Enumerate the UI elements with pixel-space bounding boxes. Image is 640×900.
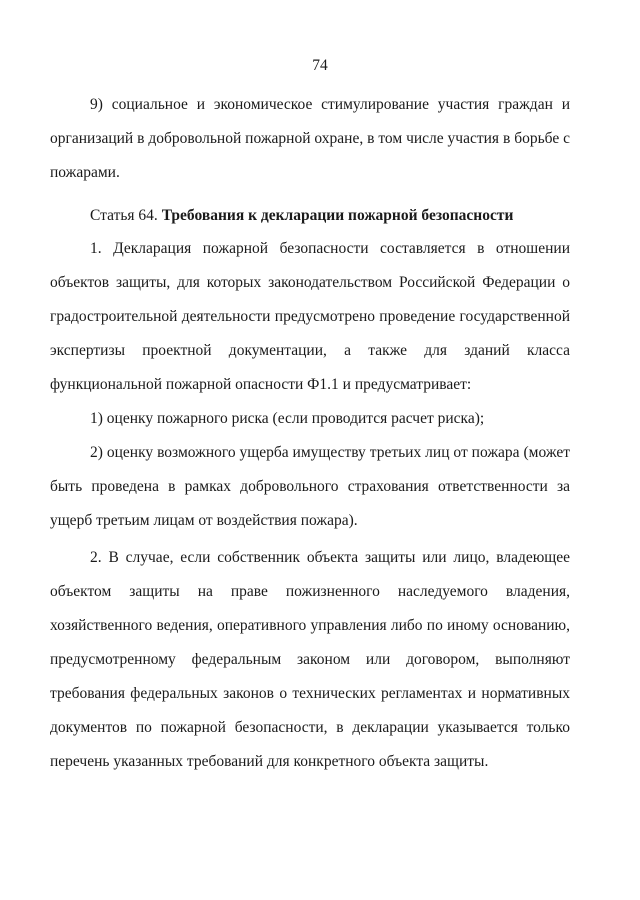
subitem-2: 2) оценку возможного ущерба имуществу третьих лиц от пожара (может быть проведена в рамках добровольного страхования ответственности за ущерб третьим лицам от воздействия пожара).: [50, 444, 570, 529]
item-9-paragraph: 9) социальное и экономическое стимулирование участия граждан и организаций в добровольной пожарной охране, в том числе участия в борьбе с пожарами.: [50, 96, 570, 181]
page-number: 74: [312, 57, 328, 74]
article-title: Требования к декларации пожарной безопасности: [161, 207, 514, 224]
article-body: [50, 232, 570, 538]
article-number: Статья 64.: [90, 207, 162, 224]
article-heading-block: [50, 199, 570, 233]
paragraph-2-block: [50, 541, 570, 779]
item-9-block: [50, 88, 570, 190]
subitem-1: 1) оценку пожарного риска (если проводится расчет риска);: [90, 410, 485, 427]
article-heading: [50, 199, 570, 233]
paragraph-2: 2. В случае, если собственник объекта защиты или лицо, владеющее объектом защиты на праве пожизненного наследуемого владения, хозяйственного ведения, оперативного управления либо по иному основанию, предусмотренному федеральным законом или договором, выполняют требования федеральных законов о технических регламентах и нормативных документов по пожарной безопасности, в декларации указывается только перечень указанных требований для конкретного объекта защиты.: [50, 549, 570, 770]
paragraph-1: 1. Декларация пожарной безопасности составляется в отношении объектов защиты, для которых законодательством Российской Федерации о градостроительной деятельности предусмотрено проведение государственной экспертизы проектной документации, а также для зданий класса функциональной пожарной опасности Ф1.1 и предусматривает:: [50, 240, 570, 393]
